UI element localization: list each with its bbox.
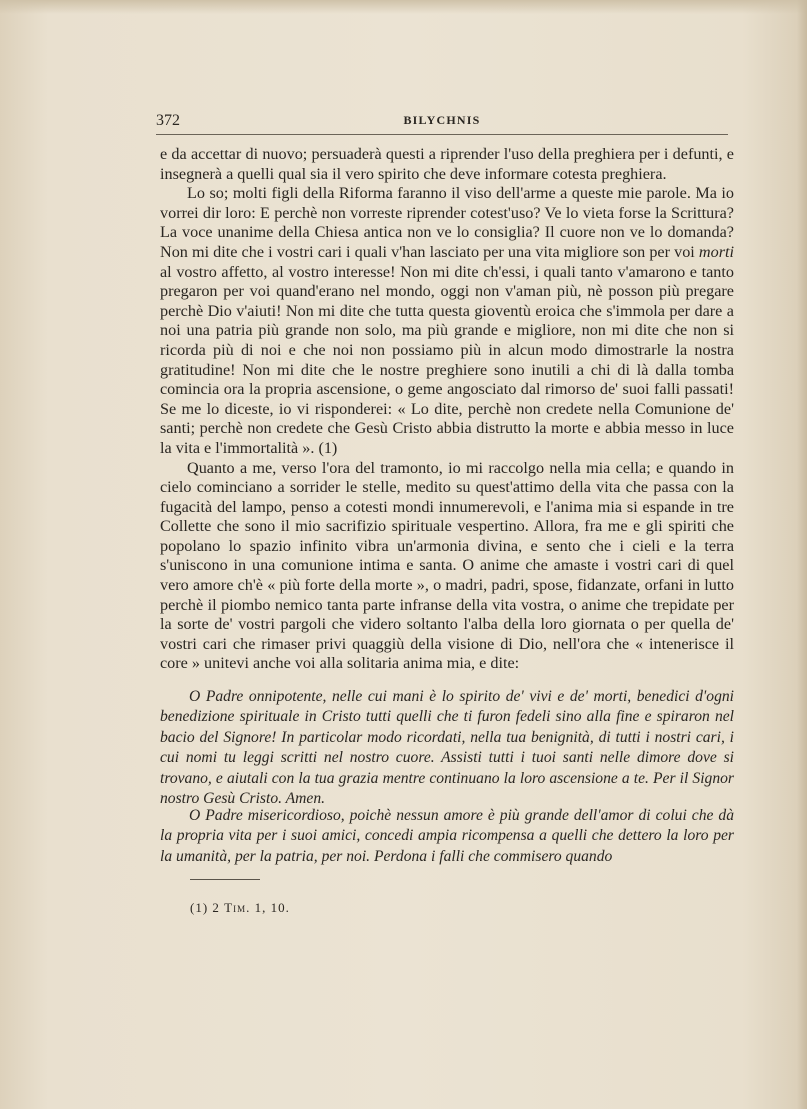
paragraph-riforma-part2: al vostro affetto, al vostro interesse! Non mi dite ch'essi, i quali tanto v'amarono e tanto pregaron per voi quand'erano nel mondo, oggi non v'aman più, nè posson più pregare perchè Dio v'aiuti! Non mi dite che tutta questa gioventù eroica che s'immola per dare a noi una patria più grande non solo, ma più grande e migliore, non mi dite che non si ricorda più di noi e che noi non possiamo più in alcun modo dimostrarle la nostra gratitudine! Non mi dite che le nostre preghiere sono inutili a chi di là dalla tomba comincia ora la propria ascensione, o geme angosciato dal rimorso de' suoi falli passati! Se me lo diceste, io vi risponderei: « Lo dite, perchè non credete nella Comunione de' santi; perchè non credete che Gesù Cristo abbia distrutto la morte e abbia messo in luce la vita e l'immortalità ». (1) [160,262,734,457]
paragraph-tramonto: Quanto a me, verso l'ora del tramonto, io mi raccolgo nella mia cella; e quando in cielo cominciano a sorrider le stelle, medito su quest'attimo della vita che passa con la fugacità del lampo, penso a cotesti mondi innumerevoli, e l'anima mia si espande in tre Collette che sono il mio sacrifizio spirituale vespertino. Allora, fra me e gli spiriti che popolano lo spazio infinito vibra un'armonia divina, e sento che i cieli e la terra s'uniscono in una comunione intima e santa. O anime che amaste i vostri cari di quel vero amore ch'è « più forte della morte », o madri, padri, spose, fidanzate, orfani in lutto perchè il piombo nemico tanta parte infranse della vita vostra, o anime che trepidate per la sorte de' vostri pargoli che videro soltanto l'alba della loro giornata o per quella de' vostri cari che rimaser privi quaggiù della visione di Dio, nell'ora che « intenerisce il core » unitevi anche voi alla solitaria anima mia, e dite: [160,458,734,673]
emphasis-morti: morti [698,242,734,261]
page-number: 372 [156,112,180,129]
footnote-marker: (1) 2 [190,900,220,915]
paragraph-riforma [160,184,734,458]
prayer-collect-1: O Padre onnipotente, nelle cui mani è lo spirito de' vivi e de' morti, benedici d'ogni benedizione spirituale in Cristo tutti quelli che ti furon fedeli sino alla fine e spiraron nel bacio del Signore! In particolar modo ricordati, nella tua benignità, di tutti i nostri cari, i cui nomi tu leggi scritti nel nostro cuore. Assisti tutti i tuoi santi nelle dimore dove si trovano, e aiutali con la tua grazia mentre continuano la loro ascensione a te. Per il Signor nostro Gesù Cristo. Amen. [160,688,734,808]
page-top-edge-shadow [0,0,807,14]
page-header [156,110,728,135]
page-right-edge-shadow [797,0,807,1109]
paragraph-riforma-part1: Lo so; molti figli della Riforma faranno il viso dell'arme a queste mie parole. Ma io vorrei dir loro: E perchè non vorreste riprender cotest'uso? Ve lo vieta forse la Scrittura? La voce unanime della Chiesa antica non ve lo consiglia? Il cuore non ve lo domanda? Non mi dite che i vostri cari i quali v'han lasciato per una vita migliore son per voi [160,184,734,261]
body-text [160,145,734,674]
footnote [190,900,290,916]
prayer-collect-2: O Padre misericordioso, poichè nessun amore è più grande dell'amor di colui che dà la propria vita per i suoi amici, concedi ampia ricompensa a quelli che dettero la loro per la umanità, per la patria, per noi. Perdona i falli che commisero quando [160,807,734,865]
footnote-verse: 1, 10. [254,900,290,915]
footnote-book: Tim. [224,900,251,915]
paragraph-continuation: e da accettar di nuovo; persuaderà questi a riprender l'uso della preghiera per i defunti, e insegnerà a quelli qual sia il vero spirito che deve informare cotesta preghiera. [160,145,734,183]
running-title: BILYCHNIS [403,113,481,127]
footnote-divider [190,879,260,880]
